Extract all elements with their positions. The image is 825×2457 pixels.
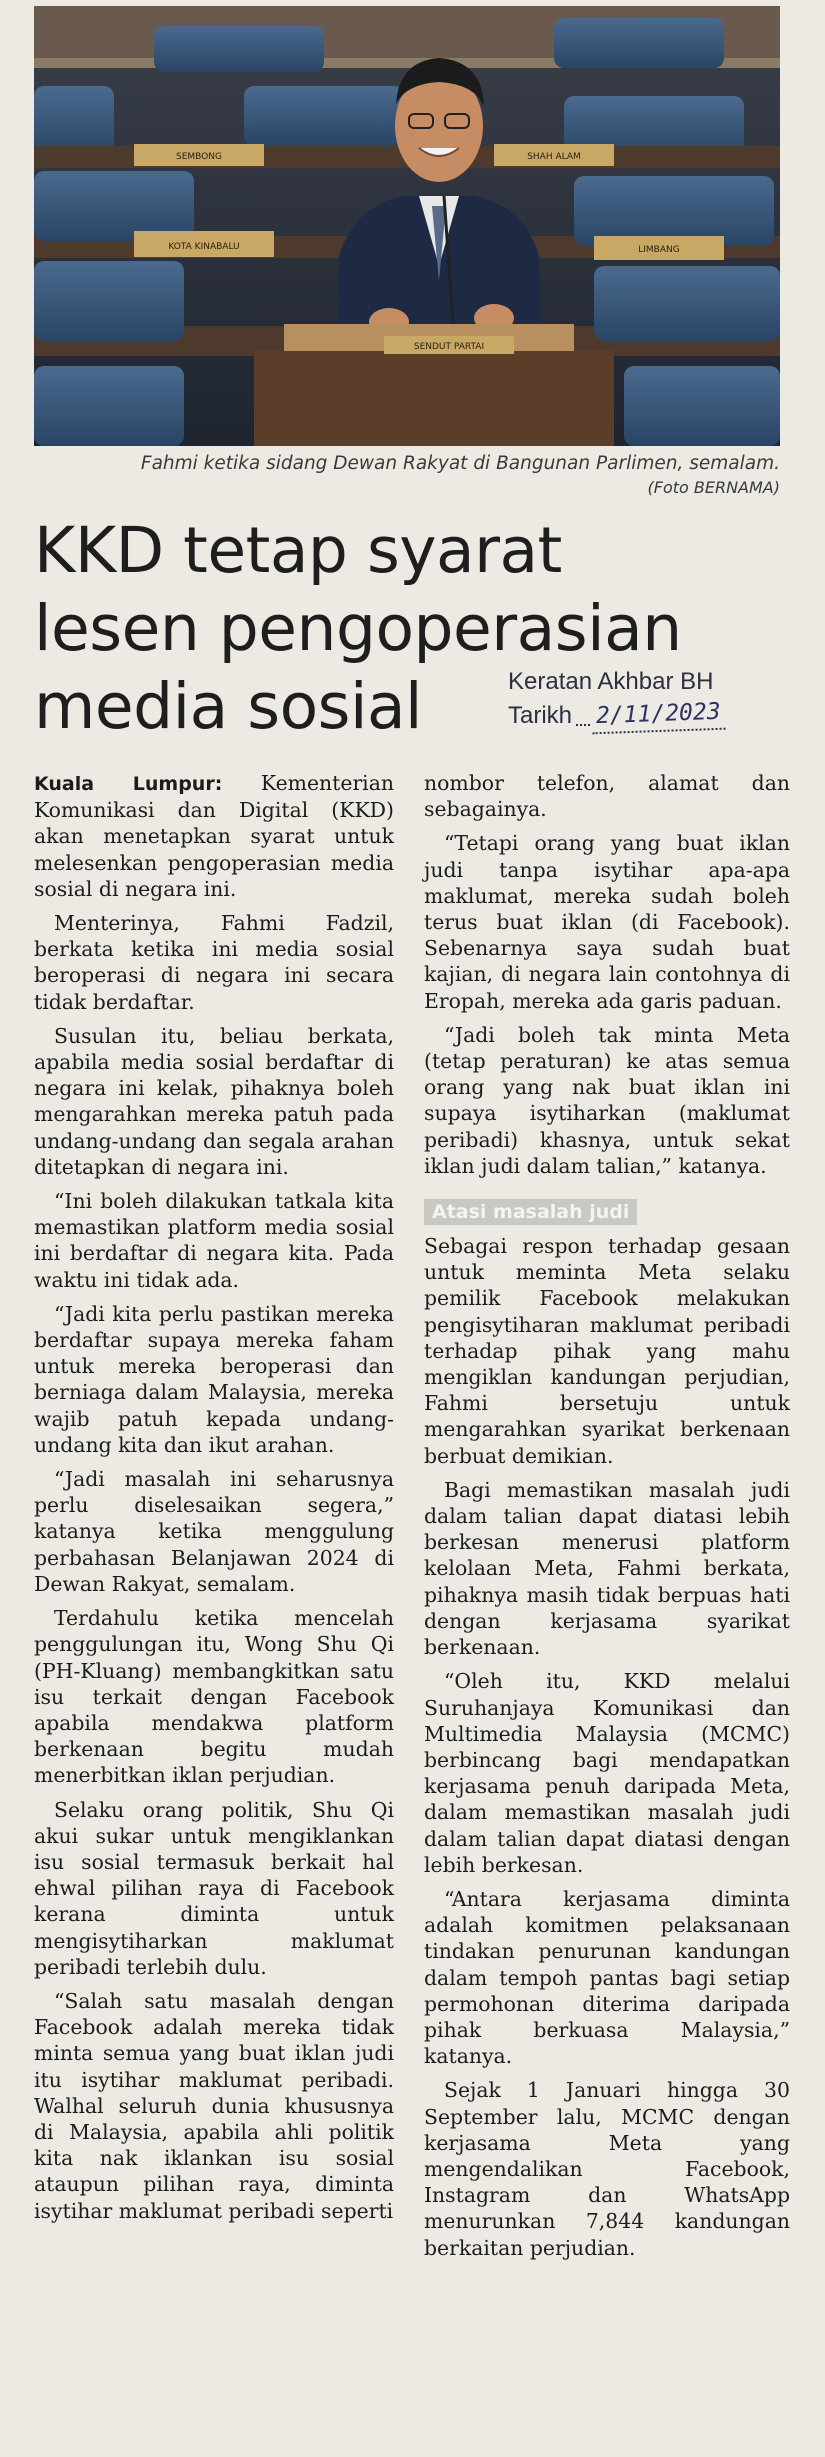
nameplate-limbang: LIMBANG (638, 245, 680, 255)
parliament-photo-illustration (34, 6, 780, 446)
article-paragraph: “Ini boleh dilakukan tatkala kita memastikan platform media sosial ini berdaftar di negara kita. Pada waktu ini tidak ada. (34, 1189, 394, 1292)
subheading: Atasi masalah judi (424, 1199, 637, 1225)
stamp-line-1: Keratan Akhbar BH (508, 668, 714, 695)
nameplate-kota-kinabalu: KOTA KINABALU (168, 242, 240, 252)
article-paragraph: “Jadi kita perlu pastikan mereka berdaftar supaya mereka faham untuk mereka beroperasi dan berniaga dalam Malaysia, mereka wajib patuh kepada undang-undang kita dan ikut arahan. (34, 1301, 394, 1457)
paragraph-text: Kementerian Komunikasi dan Digital (KKD) akan menetapkan syarat untuk melesenkan pengoperasian media sosial di negara ini. (34, 771, 394, 901)
article-paragraph: “Jadi boleh tak minta Meta (tetap peraturan) ke atas semua orang yang nak buat iklan ini supaya isytiharkan (maklumat peribadi) khasnya, untuk sekat iklan judi dalam talian,” katanya. (424, 1022, 790, 1178)
headline-line-3: media sosial (34, 670, 423, 743)
photo-credit: (Foto BERNAMA) (647, 478, 780, 497)
stamp-dotted-line (576, 724, 590, 726)
article-column-right (424, 770, 790, 2269)
stamp-date-label: Tarikh (508, 702, 573, 729)
article-paragraph: Selaku orang politik, Shu Qi akui sukar untuk mengiklankan isu sosial termasuk berkait hal ehwal pilihan raya di Facebook kerana diminta untuk mengisytiharkan maklumat peribadi terlebih dulu. (34, 1797, 394, 1979)
clipping-stamp (508, 666, 798, 732)
article-paragraph: nombor telefon, alamat dan sebagainya. (424, 771, 790, 822)
nameplate-sembong: SEMBONG (176, 152, 222, 162)
article-paragraph: Sejak 1 Januari hingga 30 September lalu, MCMC dengan kerjasama Meta yang mengendalikan Facebook, Instagram dan WhatsApp menurunkan 7,844 kandungan berkaitan perjudian. (424, 2078, 790, 2260)
article-paragraph: “Jadi masalah ini seharusnya perlu diselesaikan segera,” katanya ketika menggulung perbahasan Belanjawan 2024 di Dewan Rakyat, semalam. (34, 1467, 394, 1596)
article-paragraph: Bagi memastikan masalah judi dalam talian dapat diatasi lebih berkesan menerusi platform kelolaan Meta, Fahmi berkata, pihaknya masih tidak berpuas hati dengan kerjasama syarikat berkenaan. (424, 1477, 790, 1660)
article-paragraph: Terdahulu ketika mencelah penggulungan itu, Wong Shu Qi (PH-Kluang) membangkitkan satu isu terkait dengan Facebook apabila mendakwa platform berkenaan begitu mudah menerbitkan iklan perjudian. (34, 1606, 394, 1788)
stamp-date-handwritten: 2/11/2023 (591, 696, 725, 735)
photo-caption (34, 452, 780, 500)
article-paragraph: “Tetapi orang yang buat iklan judi tanpa isytihar apa-apa maklumat, mereka sudah boleh terus buat iklan (di Facebook). Sebenarnya saya sudah buat kajian, di negara lain contohnya di Eropah, mereka ada garis paduan. (424, 831, 790, 1013)
nameplate-shah-alam: SHAH ALAM (527, 152, 581, 162)
article-paragraph: “Oleh itu, KKD melalui Suruhanjaya Komunikasi dan Multimedia Malaysia (MCMC) berbincang bagi mendapatkan kerjasama penuh daripada Meta, dalam memastikan masalah judi dalam talian dapat diatasi dengan lebih berkesan. (424, 1669, 790, 1877)
news-photo (34, 6, 780, 446)
headline-line-2: lesen pengoperasian (34, 592, 682, 665)
article-column-left (34, 770, 394, 2232)
article-paragraph (34, 770, 394, 902)
stamp-line-2 (508, 698, 798, 732)
article-paragraph: “Antara kerjasama diminta adalah komitmen pelaksanaan tindakan penurunan kandungan dalam tempoh pantas bagi setiap permohonan diterima daripada pihak berkuasa Malaysia,” katanya. (424, 1886, 790, 2069)
article-paragraph: Sebagai respon terhadap gesaan untuk meminta Meta selaku pemilik Facebook melakukan pengisytiharan maklumat peribadi terhadap pihak yang mahu mengiklan kandungan perjudian, Fahmi bersetuju untuk mengarahkan syarikat berkenaan berbuat demikian. (424, 1234, 790, 1468)
article-paragraph: Susulan itu, beliau berkata, apabila media sosial berdaftar di negara ini kelak, pihaknya boleh mengarahkan mereka patuh pada undang-undang dan segala arahan ditetapkan di negara ini. (34, 1023, 394, 1179)
lectern-nameplate: SENDUT PARTAI (413, 342, 485, 352)
headline-line-1: KKD tetap syarat (34, 514, 562, 587)
article-paragraph: “Salah satu masalah dengan Facebook adalah mereka tidak minta semua yang buat iklan judi itu isytihar maklumat peribadi. Walhal seluruh dunia khususnya di Malaysia, apabila ahli politik kita nak iklankan isu sosial ataupun pilihan raya, diminta isytihar maklumat peribadi seperti (34, 1988, 394, 2223)
caption-text: Fahmi ketika sidang Dewan Rakyat di Bangunan Parlimen, semalam. (140, 453, 780, 474)
dateline: Kuala Lumpur: (34, 773, 223, 795)
article-paragraph: Menterinya, Fahmi Fadzil, berkata ketika ini media sosial beroperasi di negara ini secara tidak berdaftar. (34, 911, 394, 1014)
